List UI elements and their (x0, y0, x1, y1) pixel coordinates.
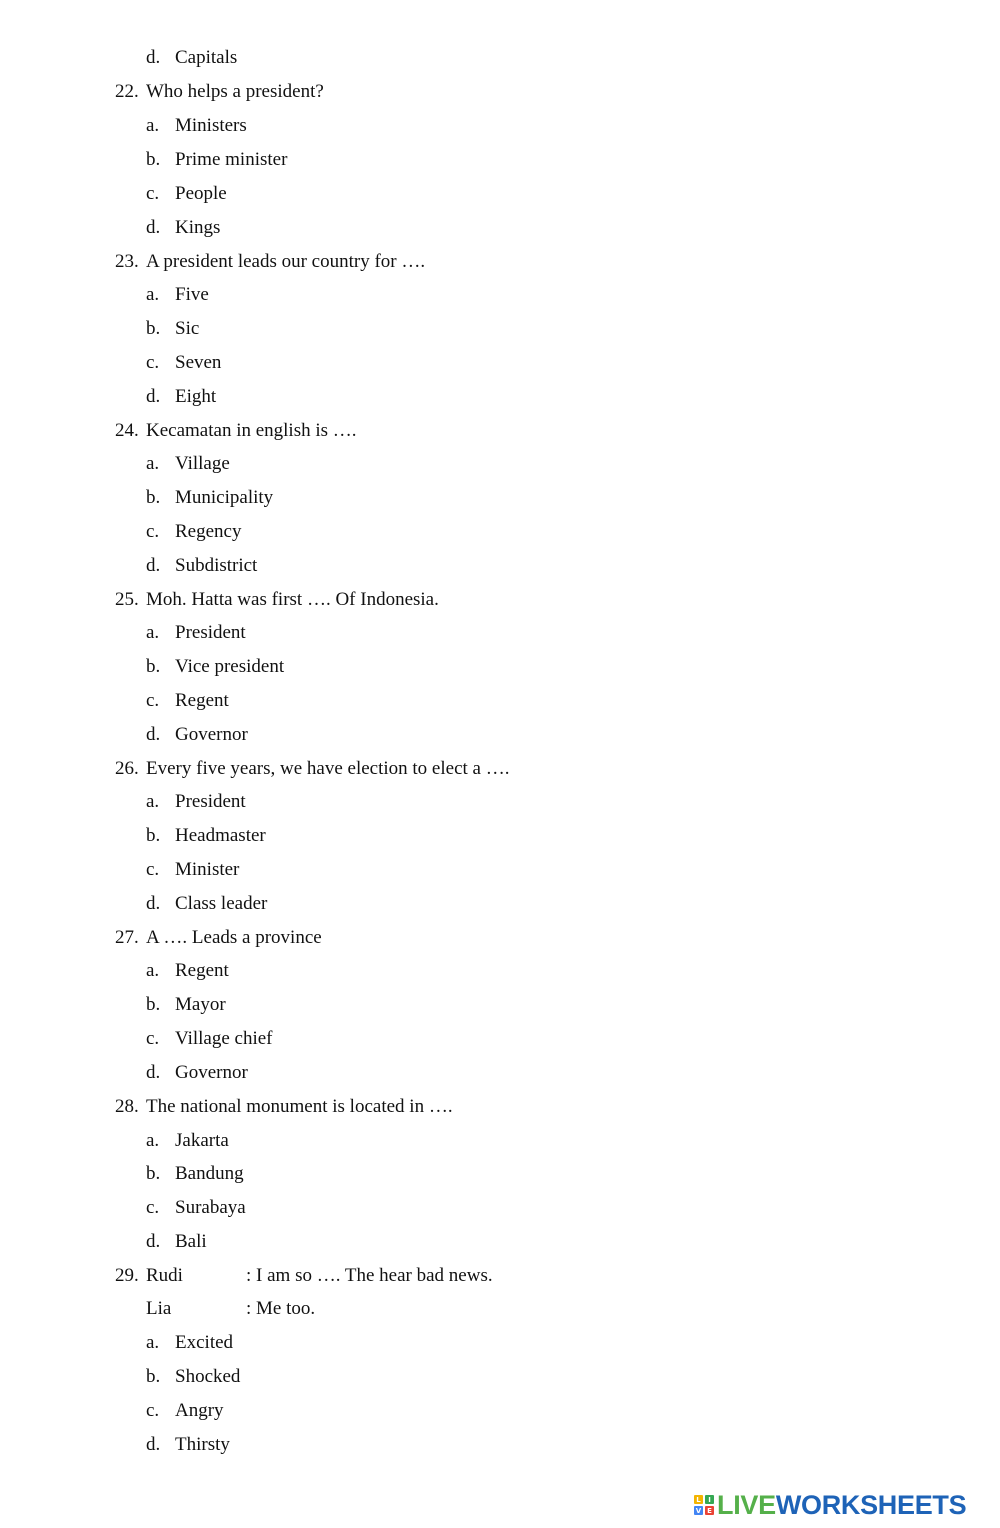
option-letter: b. (146, 1163, 161, 1184)
option-text: Village (175, 453, 230, 474)
option-letter: a. (146, 284, 160, 305)
option-letter: c. (146, 1028, 160, 1049)
option-letter: c. (146, 1197, 160, 1218)
dialogue-speaker: Lia (146, 1298, 172, 1319)
option-letter: c. (146, 690, 160, 711)
question-text: The national monument is located in …. (146, 1096, 453, 1117)
question-number: 29. (115, 1265, 139, 1286)
option-text: Village chief (175, 1028, 273, 1049)
option-text: People (175, 183, 227, 204)
option-text: Vice president (175, 656, 285, 677)
option-text: Subdistrict (175, 555, 258, 576)
question-number: 26. (115, 758, 139, 779)
option-text: Surabaya (175, 1197, 246, 1218)
logo-cell: V (695, 1506, 702, 1515)
option-letter: a. (146, 960, 160, 981)
option-text: Thirsty (175, 1434, 230, 1455)
option-letter: a. (146, 622, 160, 643)
option-text: Sic (175, 318, 200, 339)
option-text: Headmaster (175, 825, 266, 846)
option-letter: d. (146, 724, 161, 745)
option-text: Class leader (175, 893, 268, 914)
logo-cell: L (694, 1495, 703, 1504)
option-text: Minister (175, 859, 240, 880)
option-letter: a. (146, 1332, 160, 1353)
option-letter: c. (146, 1400, 160, 1421)
question-text: Every five years, we have election to elect a …. (146, 758, 510, 779)
option-letter: c. (146, 183, 160, 204)
option-letter: d. (146, 1434, 161, 1455)
dialogue-line: : I am so …. The hear bad news. (246, 1265, 493, 1286)
option-letter: b. (146, 825, 161, 846)
option-text: Mayor (175, 994, 226, 1015)
option-letter: a. (146, 453, 160, 474)
option-text: President (175, 622, 246, 643)
question-number: 27. (115, 927, 139, 948)
option-letter: c. (146, 352, 160, 373)
question-number: 22. (115, 81, 139, 102)
question-text: Who helps a president? (146, 81, 324, 102)
dialogue-line: : Me too. (246, 1298, 316, 1319)
option-text: Five (175, 284, 209, 305)
logo-text-live: LIVE (717, 1489, 776, 1520)
logo-text-worksheets: WORKSHEETS (775, 1489, 967, 1520)
option-letter: d. (146, 1231, 161, 1252)
option-text: Excited (175, 1332, 234, 1353)
option-text: Governor (175, 724, 248, 745)
option-text: Eight (175, 386, 217, 407)
option-letter: d. (146, 217, 161, 238)
option-letter: b. (146, 318, 161, 339)
option-letter: b. (146, 994, 161, 1015)
option-letter: d. (146, 47, 161, 68)
option-letter: c. (146, 859, 160, 880)
option-text: Seven (175, 352, 222, 373)
option-text: Bandung (175, 1163, 244, 1184)
option-letter: d. (146, 386, 161, 407)
question-text: A president leads our country for …. (146, 251, 426, 272)
option-letter: c. (146, 521, 160, 542)
liveworksheets-logo[interactable] (694, 1490, 966, 1520)
option-text: Prime minister (175, 149, 288, 170)
dialogue-speaker: Rudi (146, 1265, 183, 1286)
logo-cell: E (705, 1506, 714, 1515)
option-text: Bali (175, 1231, 207, 1252)
option-letter: b. (146, 487, 161, 508)
option-letter: a. (146, 1130, 160, 1151)
option-letter: a. (146, 791, 160, 812)
option-text: Shocked (175, 1366, 241, 1387)
option-letter: d. (146, 555, 161, 576)
option-text: Kings (175, 217, 221, 238)
option-text: Governor (175, 1062, 248, 1083)
question-text: Moh. Hatta was first …. Of Indonesia. (146, 589, 439, 610)
option-text: President (175, 791, 246, 812)
option-letter: a. (146, 115, 160, 136)
option-text: Regency (175, 521, 242, 542)
option-text: Capitals (175, 47, 238, 68)
question-text: A …. Leads a province (146, 927, 322, 948)
option-letter: b. (146, 149, 161, 170)
question-number: 28. (115, 1096, 139, 1117)
option-text: Regent (175, 960, 229, 981)
option-text: Regent (175, 690, 229, 711)
option-letter: b. (146, 1366, 161, 1387)
question-number: 23. (115, 251, 139, 272)
logo-cell: I (705, 1495, 714, 1504)
option-letter: d. (146, 1062, 161, 1083)
option-letter: b. (146, 656, 161, 677)
question-text: Kecamatan in english is …. (146, 420, 357, 441)
option-text: Jakarta (175, 1130, 229, 1151)
option-text: Municipality (175, 487, 274, 508)
question-number: 25. (115, 589, 139, 610)
liveworksheets-icon (694, 1495, 714, 1515)
option-letter: d. (146, 893, 161, 914)
option-text: Angry (175, 1400, 224, 1421)
question-number: 24. (115, 420, 139, 441)
option-text: Ministers (175, 115, 247, 136)
